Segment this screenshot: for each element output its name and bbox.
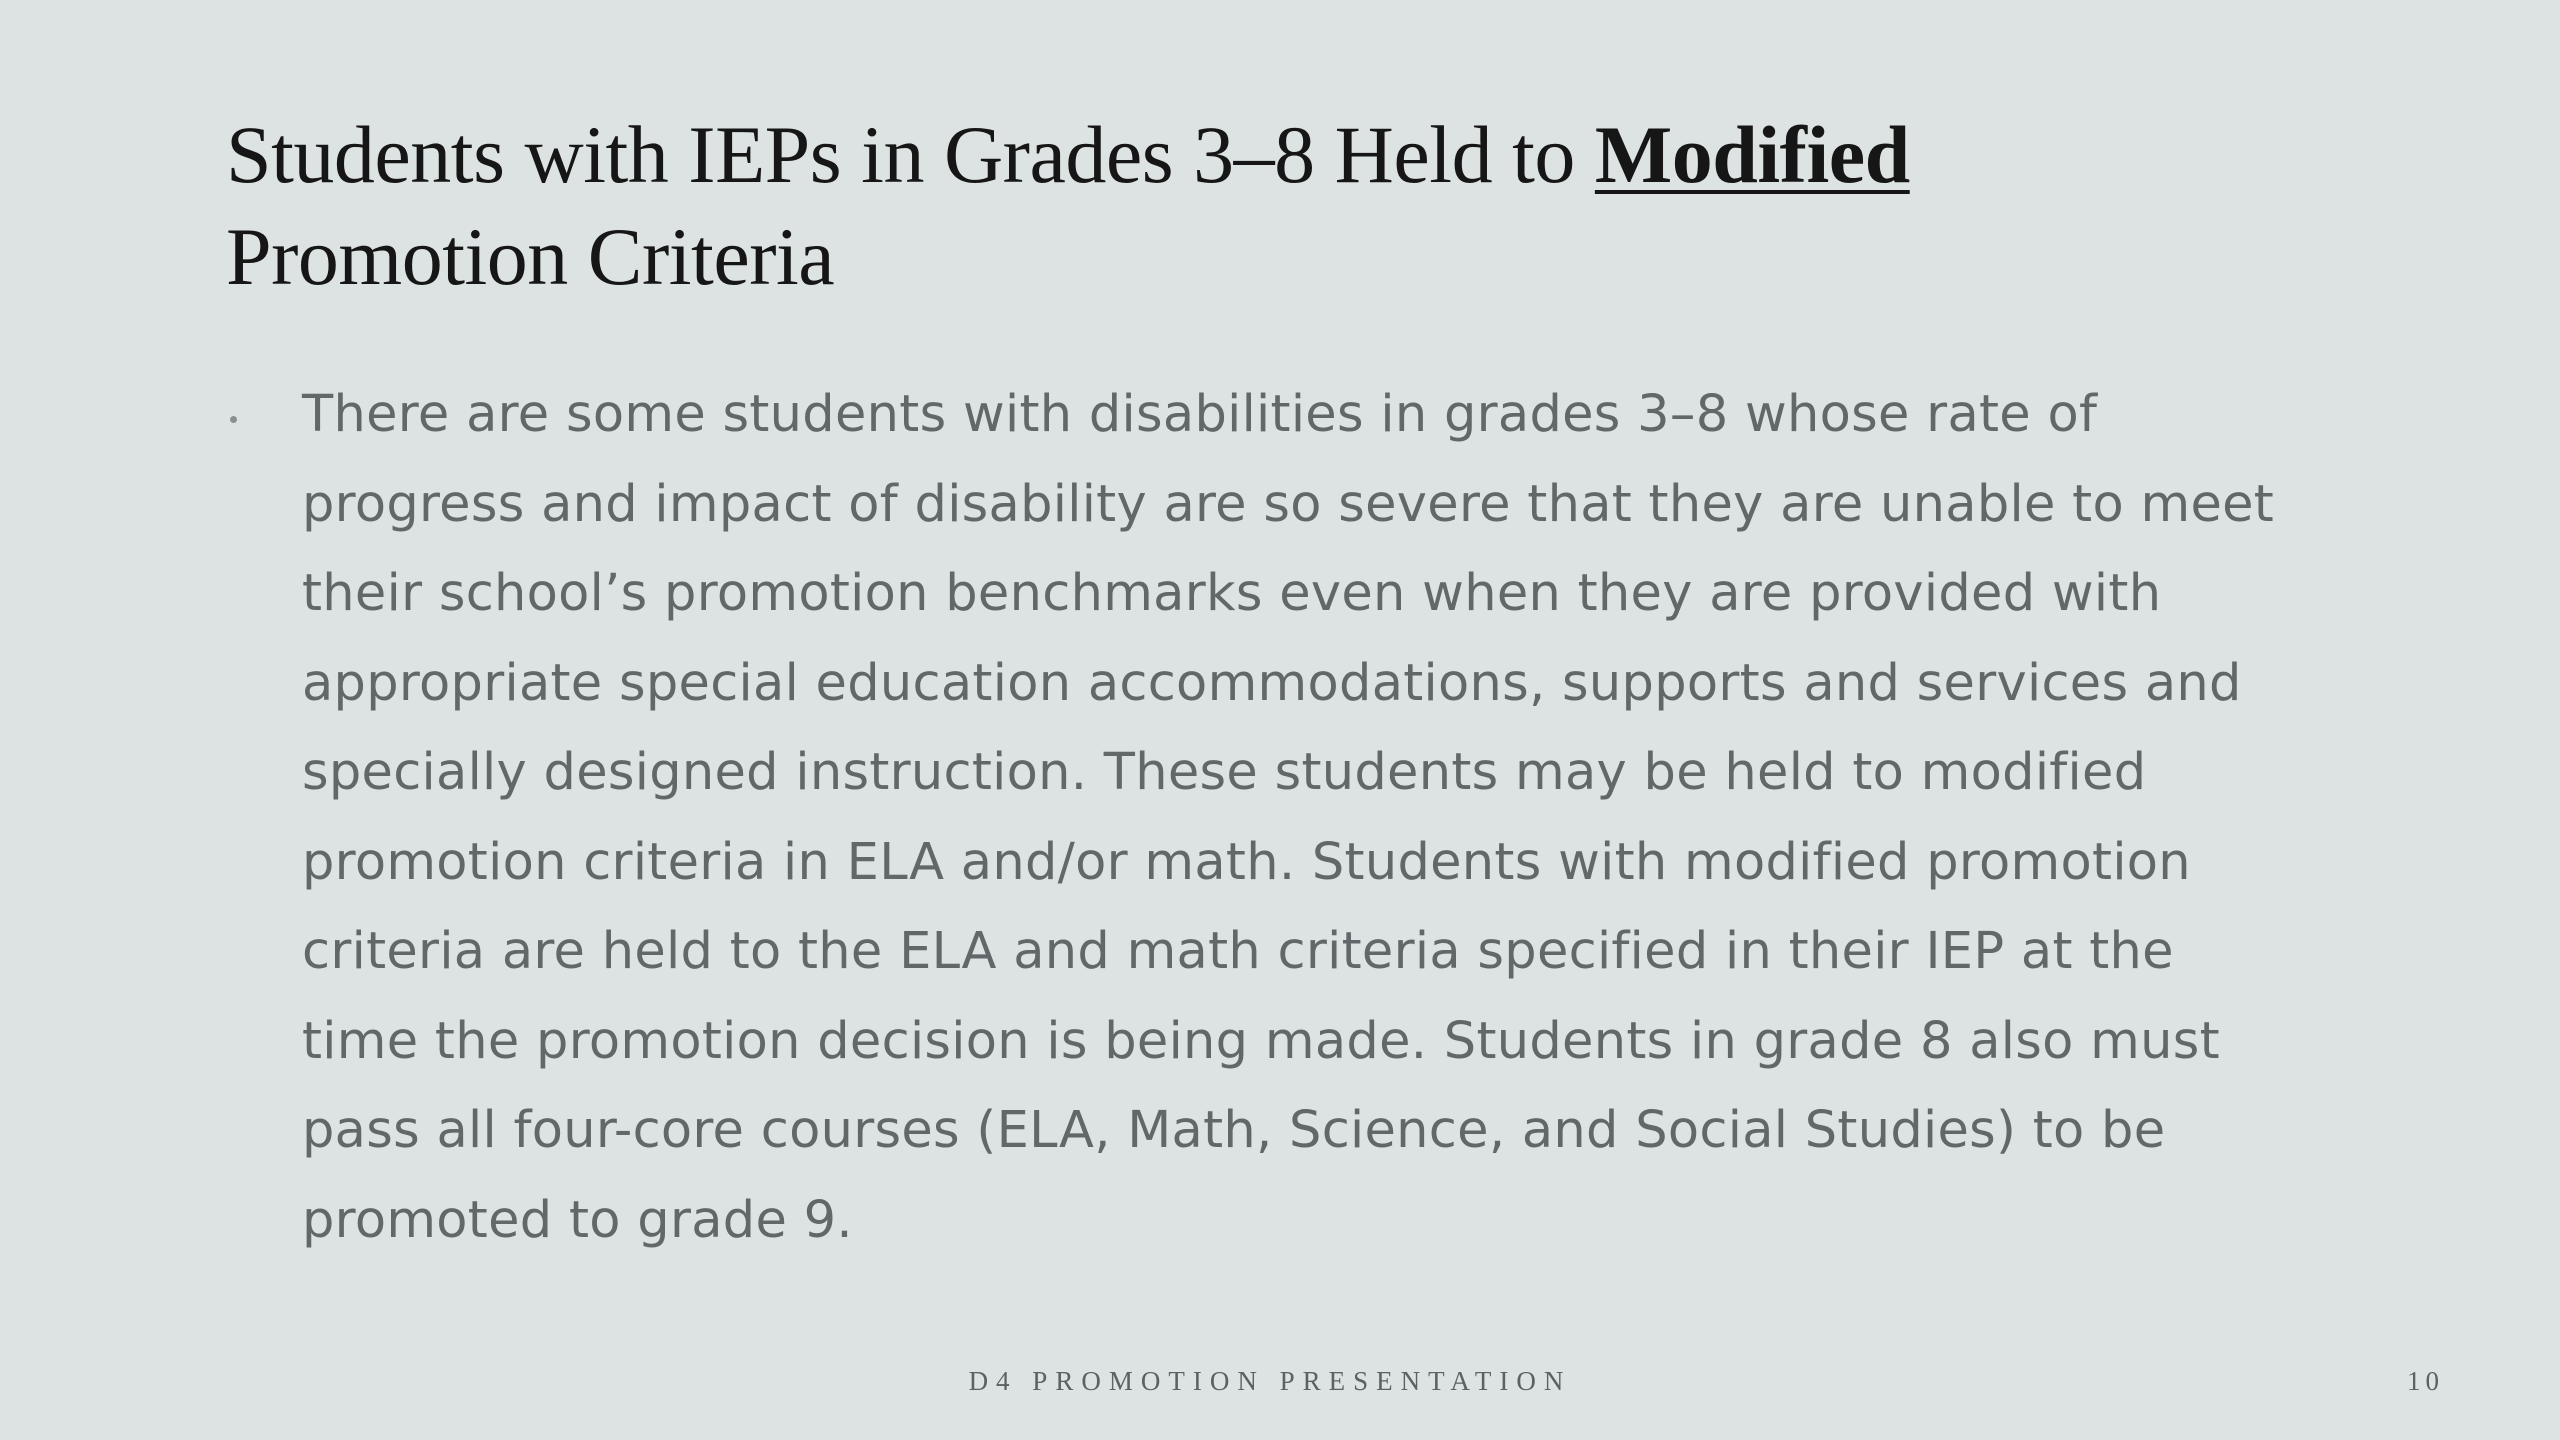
page-number: 10: [2407, 1366, 2444, 1396]
bullet-dot-icon: [230, 416, 237, 423]
bullet-list: [226, 370, 2326, 1265]
bullet-item: [226, 370, 2326, 1265]
title-text-continued: Promotion Criteria: [226, 211, 835, 302]
slide-footer: [0, 1366, 2560, 1406]
title-emphasis: Modified: [1594, 109, 1910, 200]
bullet-text: There are some students with disabilities in grades 3–8 whose rate of progress and impact of disability are so severe that they are unable to meet their school’s promotion benchmarks even when they are provided with appropriate special education accommodations, supports and services and specially designed instruction. These students may be held to modified promotion criteria in ELA and/or math. Students with modified promotion criteria are held to the ELA and math criteria specified in their IEP at the time the promotion decision is being made. Students in grade 8 also must pass all four-core courses (ELA, Math, Science, and Social Studies) to be promoted to grade 9.: [302, 385, 2275, 1250]
title-text: Students with IEPs in Grades 3–8 Held to: [226, 109, 1595, 200]
slide-title: [226, 104, 2326, 308]
footer-label: D4 PROMOTION PRESENTATION: [968, 1366, 1572, 1396]
